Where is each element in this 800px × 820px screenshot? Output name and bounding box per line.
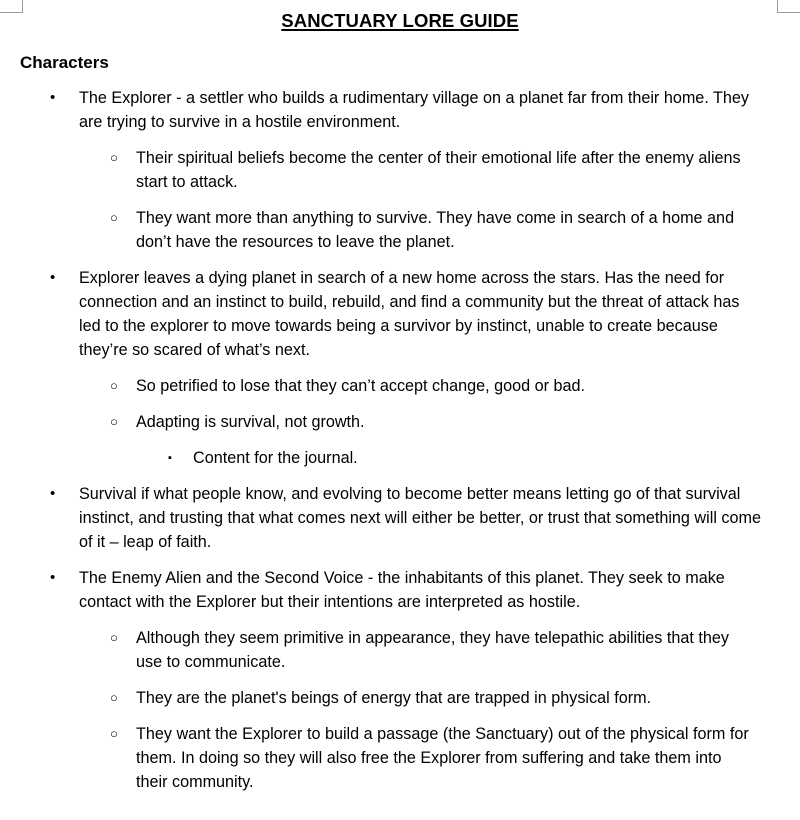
list-item-text: Survival if what people know, and evolving to become better means letting go of that survival instinct, and trusting that what comes next will either be better, or trust that something will come of it – leap of faith. bbox=[79, 485, 761, 551]
list-item-text: They are the planet's beings of energy that are trapped in physical form. bbox=[136, 689, 652, 707]
list-item bbox=[0, 86, 800, 134]
list-item-text: Although they seem primitive in appearance, they have telepathic abilities that they use to communicate. bbox=[136, 629, 729, 671]
page-title-text: SANCTUARY LORE GUIDE bbox=[281, 10, 519, 31]
bullet-marker-level-2-icon: ○ bbox=[110, 630, 118, 645]
bullet-marker-level-2-icon: ○ bbox=[110, 378, 118, 393]
list-item-text: The Enemy Alien and the Second Voice - the inhabitants of this planet. They seek to make contact with the Explorer but their intentions are interpreted as hostile. bbox=[79, 569, 725, 611]
bullet-marker-level-1-icon: • bbox=[50, 485, 56, 502]
bullet-marker-level-1-icon: • bbox=[50, 569, 56, 586]
list-item bbox=[0, 446, 800, 470]
page-title bbox=[0, 10, 800, 32]
list-item-text: Adapting is survival, not growth. bbox=[136, 413, 365, 431]
list-item-text: They want the Explorer to build a passage (the Sanctuary) out of the physical form for them. In doing so they will also free the Explorer from suffering and take them into their community. bbox=[136, 725, 749, 791]
bullet-marker-level-2-icon: ○ bbox=[110, 150, 118, 165]
list-item-text: Content for the journal. bbox=[193, 449, 358, 467]
bullet-marker-level-2-icon: ○ bbox=[110, 210, 118, 225]
list-item bbox=[0, 410, 800, 434]
list-item-text: Their spiritual beliefs become the center of their emotional life after the enemy aliens start to attack. bbox=[136, 149, 741, 191]
lore-bullet-list bbox=[0, 86, 800, 794]
list-item bbox=[0, 206, 800, 254]
list-item-text: Explorer leaves a dying planet in search of a new home across the stars. Has the need for connection and an instinct to build, rebuild, and find a community but the threat of attack has led to the explorer to move towards being a survivor by instinct, unable to create because they’re so scared of what’s next. bbox=[79, 269, 740, 359]
bullet-marker-level-2-icon: ○ bbox=[110, 690, 118, 705]
bullet-marker-level-3-icon: ▪ bbox=[168, 452, 172, 464]
bullet-marker-level-2-icon: ○ bbox=[110, 414, 118, 429]
list-item bbox=[0, 566, 800, 614]
list-item-text: The Explorer - a settler who builds a rudimentary village on a planet far from their home. They are trying to survive in a hostile environment. bbox=[79, 89, 750, 131]
bullet-marker-level-1-icon: • bbox=[50, 269, 56, 286]
list-item bbox=[0, 686, 800, 710]
list-item bbox=[0, 374, 800, 398]
bullet-marker-level-2-icon: ○ bbox=[110, 726, 118, 741]
list-item bbox=[0, 482, 800, 554]
list-item-text: They want more than anything to survive. They have come in search of a home and don’t have the resources to leave the planet. bbox=[136, 209, 735, 251]
bullet-marker-level-1-icon: • bbox=[50, 89, 56, 106]
list-item bbox=[0, 626, 800, 674]
list-item bbox=[0, 722, 800, 794]
section-heading-characters: Characters bbox=[20, 53, 109, 72]
list-item bbox=[0, 146, 800, 194]
list-item-text: So petrified to lose that they can’t accept change, good or bad. bbox=[136, 377, 586, 395]
list-item bbox=[0, 266, 800, 362]
